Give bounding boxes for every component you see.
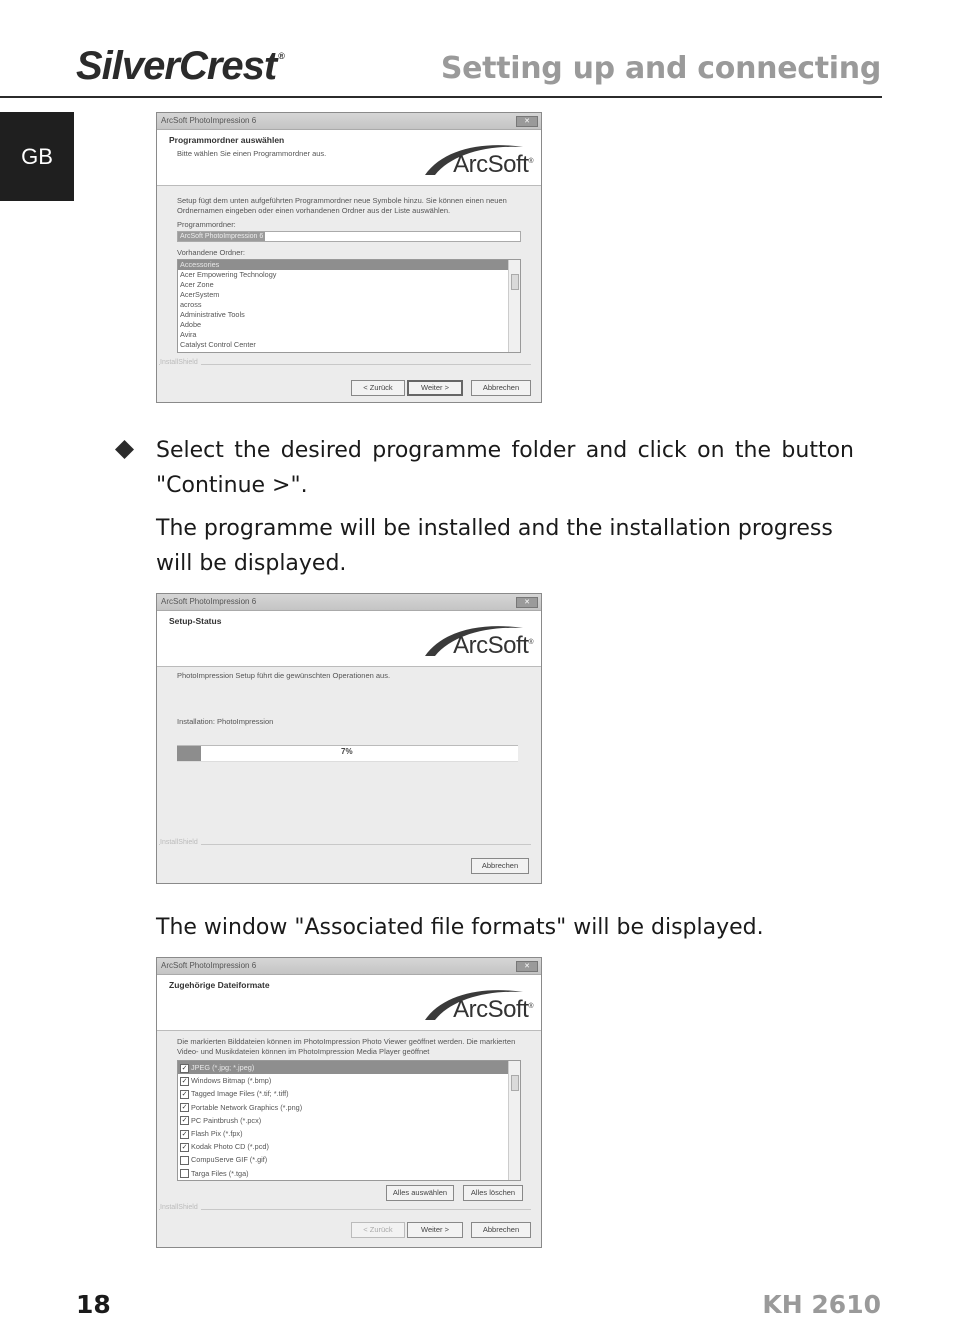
screenshot-associated-file-formats (156, 957, 542, 1248)
folder-label: Programmordner: (177, 220, 236, 229)
dialog-title: ArcSoft PhotoImpression 6 (161, 961, 257, 970)
file-formats-list[interactable] (177, 1060, 521, 1181)
dialog-subheading: Bitte wählen Sie einen Programmordner aus. (177, 149, 327, 158)
progress-label: 7% (341, 747, 353, 756)
brand-logo: SilverCrest ® (76, 44, 284, 88)
file-format-label: Kodak Photo CD (*.pcd) (191, 1142, 269, 1152)
file-format-label: CompuServe GIF (*.gif) (191, 1155, 268, 1165)
progress-bar (177, 745, 518, 762)
checkbox-icon[interactable]: ✓ (181, 1090, 188, 1098)
file-format-item[interactable] (178, 1153, 520, 1166)
folder-list-item[interactable]: Avira (180, 330, 197, 339)
installshield-label: InstallShield (160, 359, 201, 366)
back-button[interactable]: < Zurück (351, 1222, 405, 1238)
next-button[interactable]: Weiter > (407, 380, 463, 396)
select-all-button[interactable]: Alles auswählen (386, 1185, 454, 1201)
existing-folders-label: Vorhandene Ordner: (177, 248, 245, 257)
screenshot-folder-selection (156, 112, 542, 403)
folder-list-item[interactable]: AcerSystem (180, 290, 220, 299)
back-button[interactable]: < Zurück (351, 380, 405, 396)
dialog-description: Die markierten Bilddateien können im PhotoImpression Photo Viewer geöffnet werden. Die markierten Video- und Musikdateien können im PhotoImpression Media Player geöffnet (177, 1037, 516, 1056)
file-format-item[interactable] (178, 1101, 520, 1114)
folder-list-item[interactable]: Adobe (180, 320, 202, 329)
dialog-titlebar (157, 958, 541, 975)
separator (159, 364, 531, 365)
separator (159, 844, 531, 845)
checkbox-icon[interactable] (180, 1156, 189, 1165)
folder-list-item[interactable]: Acer Empowering Technology (180, 270, 277, 279)
close-icon[interactable]: ✕ (516, 961, 538, 972)
file-format-label: Flash Pix (*.fpx) (191, 1128, 243, 1138)
existing-folders-list[interactable] (177, 259, 521, 353)
install-label: Installation: PhotoImpression (177, 717, 274, 726)
folder-input[interactable]: ArcSoft PhotoImpression 6 (177, 231, 521, 242)
result-text: The programme will be installed and the installation progress will be displayed. (156, 516, 833, 576)
file-format-item[interactable] (178, 1087, 520, 1100)
installshield-label: InstallShield (160, 839, 201, 846)
instruction-text: Select the desired programme folder and click on the button "Continue >". (156, 438, 854, 498)
file-format-item[interactable] (178, 1167, 520, 1180)
diamond-bullet-icon (115, 440, 134, 459)
arcsoft-logo: ArcSoft® (423, 622, 535, 662)
file-format-label: PC Paintbrush (*.pcx) (191, 1115, 262, 1125)
file-format-item[interactable] (178, 1127, 520, 1140)
dialog-title: ArcSoft PhotoImpression 6 (161, 116, 257, 125)
separator (159, 1209, 531, 1210)
checkbox-icon[interactable]: ✓ (181, 1077, 188, 1085)
dialog-banner (157, 611, 541, 667)
dialog-banner (157, 975, 541, 1031)
file-format-item[interactable] (178, 1114, 520, 1127)
close-icon[interactable]: ✕ (516, 116, 538, 127)
checkbox-icon[interactable]: ✓ (181, 1104, 188, 1112)
folder-list-item[interactable]: Catalyst Control Center (180, 340, 256, 349)
progress-fill (177, 746, 201, 761)
header-rule (0, 96, 882, 98)
file-format-label: Targa Files (*.tga) (191, 1168, 249, 1178)
dialog-titlebar (157, 594, 541, 611)
cancel-button[interactable]: Abbrechen (471, 380, 531, 396)
close-icon[interactable]: ✕ (516, 597, 538, 608)
dialog-titlebar (157, 113, 541, 130)
dialog-heading: Setup-Status (169, 616, 222, 626)
file-format-item[interactable] (178, 1074, 520, 1087)
folder-list-item[interactable]: Acer Zone (180, 280, 214, 289)
file-format-item[interactable] (178, 1140, 520, 1153)
arcsoft-logo: ArcSoft® (423, 986, 535, 1026)
dialog-banner (157, 130, 541, 186)
scrollbar[interactable] (508, 260, 520, 352)
dialog-heading: Programmordner auswählen (169, 135, 285, 145)
cancel-button[interactable]: Abbrechen (471, 1222, 531, 1238)
cancel-button[interactable]: Abbrechen (471, 858, 529, 874)
screenshot-setup-status (156, 593, 542, 884)
checkbox-icon[interactable]: ✓ (181, 1143, 188, 1151)
dialog-heading: Zugehörige Dateiformate (169, 980, 270, 990)
arcsoft-logo: ArcSoft® (423, 141, 535, 181)
scrollbar-thumb[interactable] (511, 274, 519, 290)
next-button[interactable]: Weiter > (407, 1222, 463, 1238)
clear-all-button[interactable]: Alles löschen (463, 1185, 523, 1201)
folder-list-item[interactable]: Administrative Tools (180, 310, 245, 319)
checkbox-icon[interactable] (180, 1169, 189, 1178)
scrollbar-thumb[interactable] (511, 1075, 519, 1091)
next-window-text: The window "Associated file formats" will be displayed. (156, 915, 764, 940)
file-format-label: Tagged Image Files (*.tif; *.tiff) (191, 1089, 289, 1099)
installshield-label: InstallShield (160, 1204, 201, 1211)
checkbox-icon[interactable]: ✓ (181, 1064, 188, 1072)
section-title: Setting up and connecting (440, 51, 881, 86)
checkbox-icon[interactable]: ✓ (181, 1117, 188, 1125)
model-number: KH 2610 (762, 1290, 881, 1319)
file-format-label: Portable Network Graphics (*.png) (191, 1102, 303, 1112)
registered-mark: ® (278, 51, 284, 61)
language-tab: GB (0, 112, 74, 201)
dialog-title: ArcSoft PhotoImpression 6 (161, 597, 257, 606)
scrollbar[interactable] (508, 1061, 520, 1180)
dialog-description: Setup fügt dem unten aufgeführten Programmordner neue Symbole hinzu. Sie können einen neuen Ordnernamen eingeben oder einen vorhandenen Ordner aus der Liste auswählen. (177, 196, 507, 215)
file-format-label: JPEG (*.jpg; *.jpeg) (191, 1063, 255, 1072)
folder-list-item[interactable]: across (180, 300, 202, 309)
status-text: PhotoImpression Setup führt die gewünschten Operationen aus. (177, 671, 391, 680)
checkbox-icon[interactable]: ✓ (181, 1130, 188, 1138)
folder-list-item[interactable]: Accessories (178, 260, 520, 270)
page-number: 18 (76, 1290, 111, 1319)
file-format-item[interactable] (178, 1061, 520, 1074)
file-format-label: Windows Bitmap (*.bmp) (191, 1076, 272, 1086)
